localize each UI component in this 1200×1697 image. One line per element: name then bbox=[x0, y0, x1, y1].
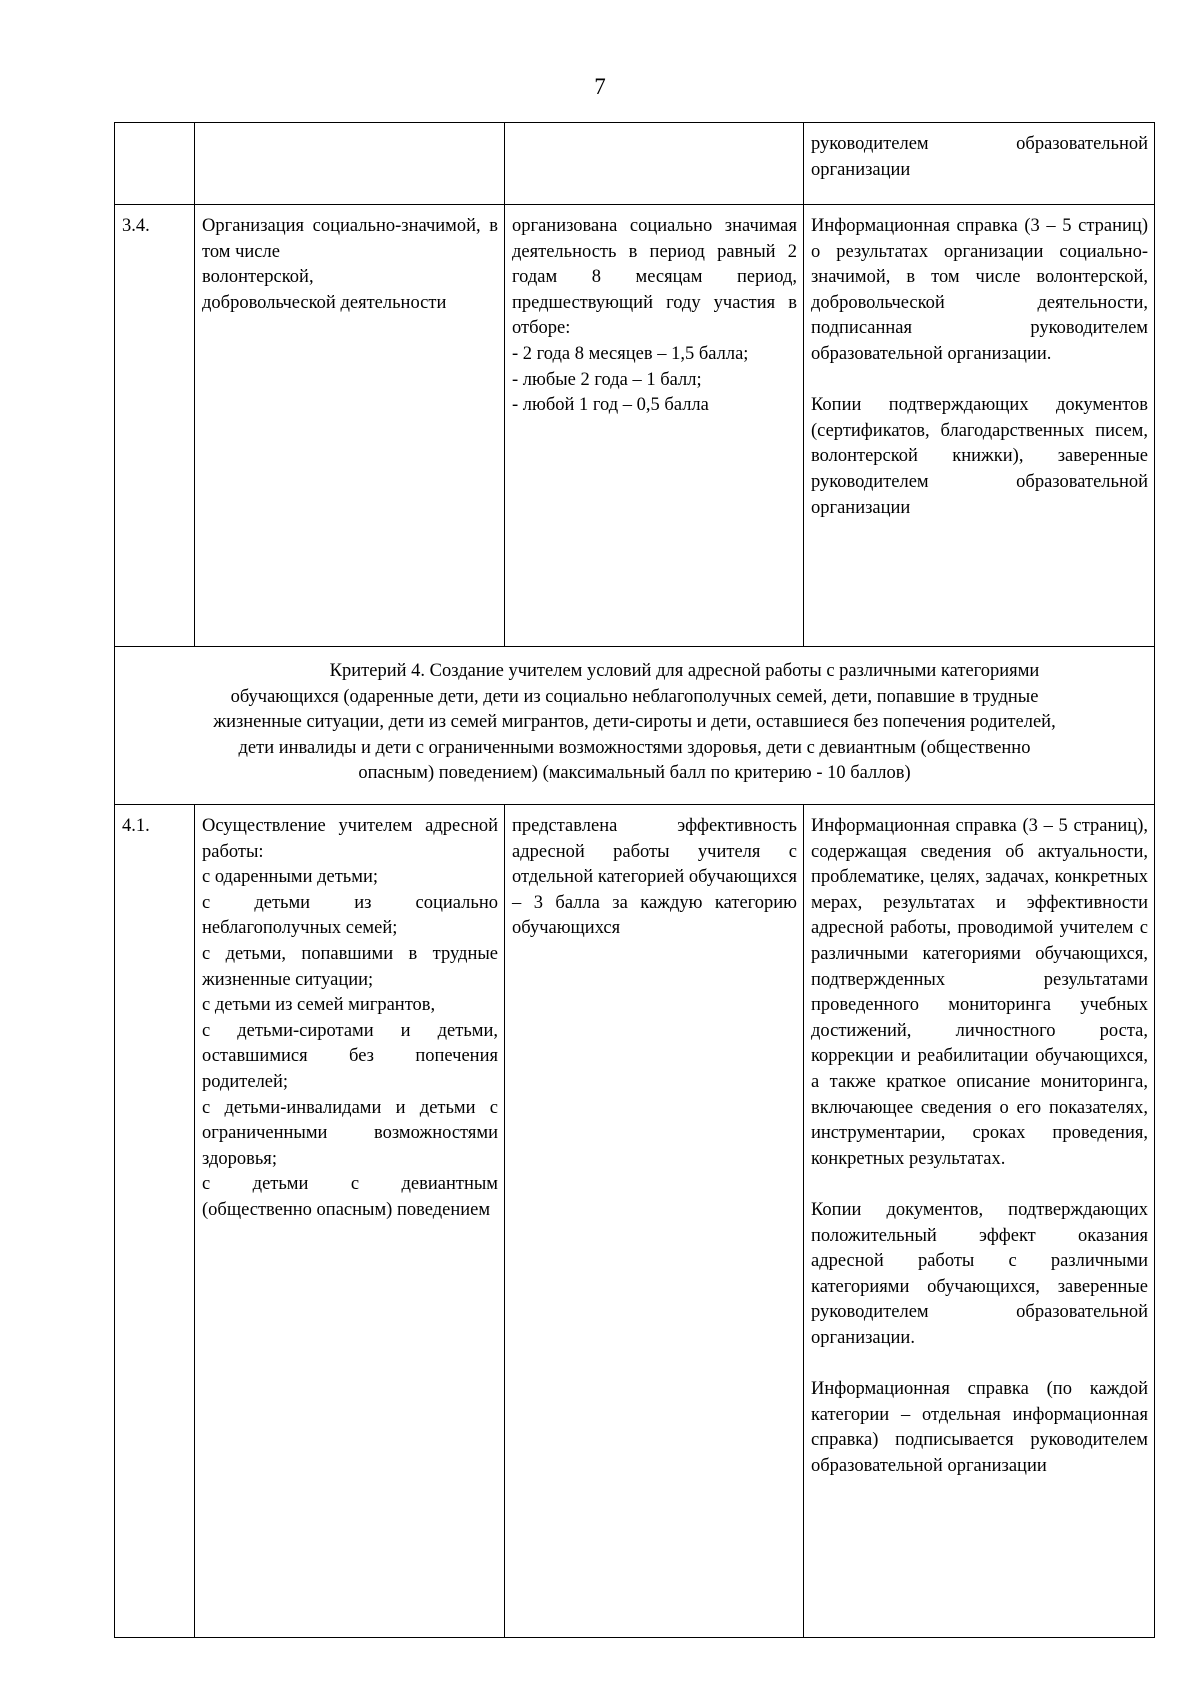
indicator-line: с детьми-инвалидами и детьми с ограниченными возможностями здоровья; bbox=[202, 1097, 498, 1169]
cell-documents bbox=[804, 805, 1155, 1638]
criterion-line: дети инвалиды и дети с ограниченными возможностями здоровья, дети с девиантным (общественно bbox=[238, 737, 1031, 758]
cell-number: 4.1. bbox=[115, 805, 195, 1638]
criteria-item: - 2 года 8 месяцев – 1,5 балла; bbox=[512, 343, 749, 364]
criteria-item: - любые 2 года – 1 балл; bbox=[512, 369, 702, 390]
documents-paragraph: Копии документов, подтверждающих положительный эффект оказания адресной работы с различными категориями обучающихся, заверенные руководителем образовательной организации. bbox=[811, 1199, 1148, 1348]
indicator-line: Осуществление учителем адресной работы: bbox=[202, 816, 498, 862]
criteria-table bbox=[114, 122, 1155, 1638]
documents-paragraph: Информационная справка (3 – 5 страниц), содержащая сведения об актуальности, проблематике, целях, задачах, конкретных мерах, результатах и эффективности адресной работы, проводимой учителем с различными категориями обучающихся, подтвержденных результатами проведенного мониторинга учебных достижений, личностного роста, коррекции и реабилитации обучающихся, а также краткое описание мониторинга, включающее сведения о его показателях, инструментарии, сроках проведения, конкретных результатах. bbox=[811, 816, 1148, 1169]
table-row-continuation bbox=[115, 123, 1155, 205]
indicator-line: добровольческой деятельности bbox=[202, 292, 447, 313]
cell-criteria bbox=[505, 805, 804, 1638]
criterion-line: жизненные ситуации, дети из семей мигрантов, дети-сироты и дети, оставшиеся без попечения родителей, bbox=[213, 712, 1056, 733]
criteria-item: - любой 1 год – 0,5 балла bbox=[512, 395, 709, 416]
indicator-line: с одаренными детьми; bbox=[202, 867, 378, 888]
page-number: 7 bbox=[594, 74, 606, 99]
documents-paragraph: Информационная справка (по каждой категории – отдельная информационная справка) подписывается руководителем образовательной организации bbox=[811, 1379, 1148, 1476]
table-row-3-4 bbox=[115, 205, 1155, 647]
cell-number bbox=[115, 123, 195, 205]
cell-criteria bbox=[505, 123, 804, 205]
criterion-line: Критерий 4. Создание учителем условий для адресной работы с различными категориями bbox=[329, 661, 1040, 681]
indicator-line: с детьми из социально неблагополучных семей; bbox=[202, 892, 498, 939]
cell-indicator bbox=[195, 805, 505, 1638]
criteria-text: организована социально значимая деятельность в период равный 2 годам 8 месяцам период, предшествующий году участия в отборе: bbox=[512, 216, 797, 339]
indicator-line: с детьми из семей мигрантов, bbox=[202, 995, 436, 1016]
cell-documents bbox=[804, 205, 1155, 647]
indicator-line: с детьми, попавшими в трудные жизненные ситуации; bbox=[202, 943, 498, 990]
table-row-4-1 bbox=[115, 805, 1155, 1638]
cell-documents bbox=[804, 123, 1155, 205]
criterion-line: обучающихся (одаренные дети, дети из социально неблагополучных семей, дети, попавшие в трудные bbox=[230, 686, 1039, 707]
documents-paragraph: Копии подтверждающих документов (сертификатов, благодарственных писем, волонтерской книжки), заверенные руководителем образовательной организации bbox=[811, 395, 1148, 518]
documents-paragraph: Информационная справка (3 – 5 страниц) о результатах организации социально-значимой, в том числе волонтерской, добровольческой деятельности, подписанная руководителем образовательной организации. bbox=[811, 216, 1148, 364]
cell-criteria bbox=[505, 205, 804, 647]
criteria-text: представлена эффективность адресной работы учителя с отдельной категорией обучающихся – 3 балла за каждую категорию обучающихся bbox=[512, 816, 797, 939]
cell-indicator bbox=[195, 205, 505, 647]
indicator-line: волонтерской, bbox=[202, 267, 314, 288]
cell-indicator bbox=[195, 123, 505, 205]
indicator-line: с детьми-сиротами и детьми, оставшимися без попечения родителей; bbox=[202, 1020, 498, 1092]
indicator-line: с детьми с девиантным (общественно опасным) поведением bbox=[202, 1174, 498, 1220]
criterion-4-heading bbox=[115, 647, 1155, 805]
cell-number: 3.4. bbox=[115, 205, 195, 647]
criterion-4-header-row bbox=[115, 647, 1155, 805]
criterion-line: опасным) поведением) (максимальный балл по критерию - 10 баллов) bbox=[358, 763, 911, 784]
documents-text: руководителем образовательной организации bbox=[811, 134, 1148, 180]
indicator-line: Организация социально-значимой, в том числе bbox=[202, 216, 498, 262]
